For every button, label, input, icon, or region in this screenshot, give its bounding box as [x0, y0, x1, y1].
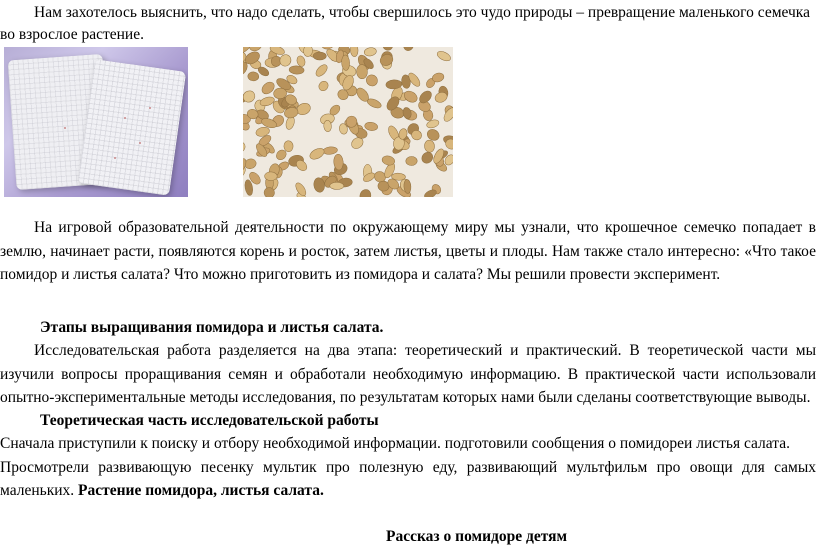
heading-stages: Этапы выращивания помидора и листья салата. — [40, 319, 384, 336]
seed-shape — [308, 146, 326, 161]
seed-shape — [350, 47, 358, 57]
seed-shape — [364, 47, 377, 57]
p2-line-1: На игровой образовательной деятельности по окружающему миру мы узнали, что крошечное семечко попадает в — [34, 219, 816, 236]
photo-wet-cloth-seeds — [4, 47, 188, 197]
p3-line-2: изучили вопросы проращивания семян и обработали необходимую информацию. В практической части использовали — [0, 366, 816, 383]
seed-shape — [364, 121, 378, 131]
seed-shape — [296, 55, 307, 68]
intro-line-1: Нам захотелось выяснить, что надо сделать, чтобы свершилось это чудо природы – превращение маленького семечка — [34, 4, 810, 21]
seed-shape — [359, 188, 373, 197]
seed-shape — [294, 181, 308, 197]
p4-line-2: Просмотрели развивающую песенку мультик про полезную еду, развивающий мультфильм про овощи для самых — [0, 459, 816, 476]
seed-shape — [406, 156, 418, 165]
seed-shape — [248, 72, 259, 81]
seed-shape — [436, 49, 452, 62]
seed-shape — [323, 146, 338, 155]
p3-line-1: Исследовательская работа разделяется на два этапа: теоретический и практический. В теоретической части мы — [34, 342, 816, 359]
seed-shape — [243, 89, 257, 105]
p4-line-3 — [0, 481, 324, 501]
seed-shape — [265, 172, 278, 181]
seed-shape — [424, 140, 435, 153]
seeds-drawing — [243, 47, 453, 197]
seed-shape — [420, 150, 435, 165]
heading-theory: Теоретическая часть исследовательской работы — [40, 412, 379, 429]
seed-shape — [330, 182, 344, 189]
p2-line-3: помидор и листья салата? Что можно приготовить из помидора и салата? Мы решили провести эксперимент. — [0, 266, 721, 283]
p3-line-3: опытно-экспериментальные методы исследования, по результатам которых нами были сделаны соответствующие выводы. — [0, 389, 811, 406]
seed-shape — [402, 89, 419, 105]
seed-shape — [313, 52, 326, 60]
heading-story: Рассказ о помидоре детям — [386, 528, 568, 545]
photo-tomato-seeds — [243, 47, 453, 197]
seed-shape — [317, 79, 330, 92]
seed-shape — [314, 63, 329, 79]
seed-shape — [289, 65, 305, 74]
seed-shape — [278, 53, 293, 68]
intro-line-2: во взрослое растение. — [0, 26, 144, 43]
p4-line-3-plain: маленьких. — [0, 482, 75, 499]
p2-line-2: землю, начинает расти, появляются корень и росток, затем листья, цветы и плоды. Нам также стало интересно: «Что такое — [0, 243, 816, 260]
seed-shape — [403, 47, 415, 51]
seed-shape — [284, 141, 294, 152]
p4-line-3-bold: Растение помидора, листья салата. — [78, 482, 324, 499]
seed-shape — [243, 140, 247, 155]
p4-line-1: Сначала приступили к поиску и отбору необходимой информации. подготовили сообщения о помидореи листья салата. — [0, 435, 790, 452]
seed-shape — [341, 55, 350, 71]
